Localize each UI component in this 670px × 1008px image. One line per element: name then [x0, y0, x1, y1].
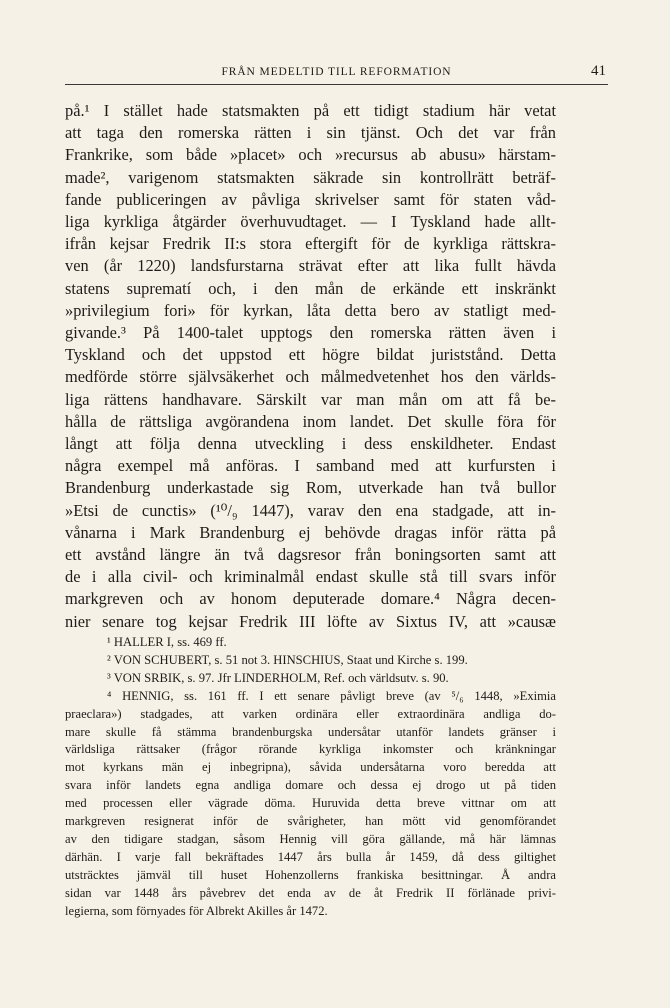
footnote-line: världsliga rättsaker (frågor rörande kyrkliga inkomster och kränkningar [65, 742, 556, 757]
footnote-line: därhän. I varje fall bekräftades 1447 års bulla år 1459, då dess giltighet [65, 849, 556, 864]
footnote-line: legierna, som förnyades för Albrekt Akilles år 1472. [65, 903, 328, 918]
footnote-line: mot kyrkans män ej inbegripna), såvida undersåtarna voro beredda att [65, 760, 556, 775]
body-line: made², varigenom statsmakten säkrade sin kontrollrätt beträf- [65, 167, 556, 187]
body-line: Tyskland och det uppstod ett högre bildat juriststånd. Detta [65, 345, 556, 365]
body-line: hålla de rättsliga avgörandena inom landet. Det skulle föra för [65, 411, 556, 431]
body-line: de i alla civil- och kriminalmål endast skulle stå till svars inför [65, 567, 556, 587]
footnote-line: svara inför landets egna andliga domare och dessa ej drogo ut på tiden [65, 778, 556, 793]
footnote-1: ¹ HALLER I, ss. 469 ff. [107, 635, 227, 649]
body-line: ett avstånd längre än två dagsresor från boningsorten samt att [65, 545, 556, 565]
footnote-line: utsträcktes jämväl till huset Hohenzollerns frankiska besittningar. Å andra [65, 867, 556, 882]
footnote-2: ² VON SCHUBERT, s. 51 not 3. HINSCHIUS, Staat und Kirche s. 199. [107, 652, 468, 667]
page-number: 41 [591, 63, 606, 79]
body-line: »Etsi de cunctis» (¹⁰/₉ 1447), varav den ena stadgade, att in- [65, 500, 556, 520]
running-title: FRÅN MEDELTID TILL REFORMATION [221, 66, 452, 78]
body-line: långt att följa denna utveckling i dess enskildheter. Endast [65, 434, 556, 454]
body-line: några exempel må anföras. I samband med att kurfursten i [65, 456, 556, 476]
body-line: markgreven och av honom deputerade domare.⁴ Några decen- [65, 589, 556, 609]
footnote-3: ³ VON SRBIK, s. 97. Jfr LINDERHOLM, Ref. och världsutv. s. 90. [107, 670, 449, 685]
body-line: fande publiceringen av påvliga skrivelser samt för staten våd- [65, 189, 556, 209]
footnote-4: ⁴ HENNIG, ss. 161 ff. I ett senare påvligt breve (av ⁵/₆ 1448, »Eximia [107, 688, 556, 703]
body-line: liga rättens handhavare. Särskilt var man mån om att få be- [65, 389, 556, 409]
body-line: liga kyrkliga åtgärder överhuvudtaget. — I Tyskland hade allt- [65, 212, 556, 232]
footnote-line: mare skulle få stämma brandenburgska undersåtar utanför landets gränser i [65, 724, 556, 739]
body-line: Brandenburg underkastade sig Rom, utverkade han två bullor [65, 478, 556, 498]
footnote-line: av den tidigare stadgan, såsom Hennig vill göra gällande, må här lämnas [65, 831, 556, 846]
footnote-line: sidan var 1448 års påvebrev det enda av de åt Fredrik II förlänade privi- [65, 885, 556, 900]
body-line: givande.³ På 1400-talet upptogs den romerska rätten även i [65, 323, 556, 343]
footnote-line: praeclara») stadgades, att varken ordinära eller extraordinära andliga do- [65, 706, 556, 721]
footnote-line: markgreven resignerat inför de svårigheter, han mött vid genomförandet [65, 814, 556, 829]
body-line: ifrån kejsar Fredrik II:s stora eftergift för de kyrkliga rättskra- [65, 234, 556, 254]
body-line: vånarna i Mark Brandenburg ej behövde dragas inför rätta på [65, 522, 556, 542]
body-line: »privilegium fori» för kyrkan, låta detta bero av statligt med- [65, 300, 556, 320]
running-head [65, 64, 608, 85]
body-line: att taga den romerska rätten i sin tjänst. Och det var från [65, 123, 556, 143]
body-line: statens suprematí och, i den mån de erkände ett inskränkt [65, 278, 556, 298]
body-line: ven (år 1220) landsfurstarna strävat efter att lika fullt hävda [65, 256, 556, 276]
body-text [65, 100, 556, 633]
body-line: nier senare tog kejsar Fredrik III löfte av Sixtus IV, att »causæ [65, 611, 556, 631]
body-line: på.¹ I stället hade statsmakten på ett tidigt stadium här vetat [65, 101, 556, 120]
body-line: Frankrike, som både »placet» och »recursus ab abusu» härstam- [65, 145, 556, 165]
footnote-line: med processen eller vägrade döma. Huruvida detta breve vittnar om att [65, 796, 556, 811]
footnotes [65, 634, 556, 921]
body-line: medförde större självsäkerhet och målmedvetenhet hos den världs- [65, 367, 556, 387]
